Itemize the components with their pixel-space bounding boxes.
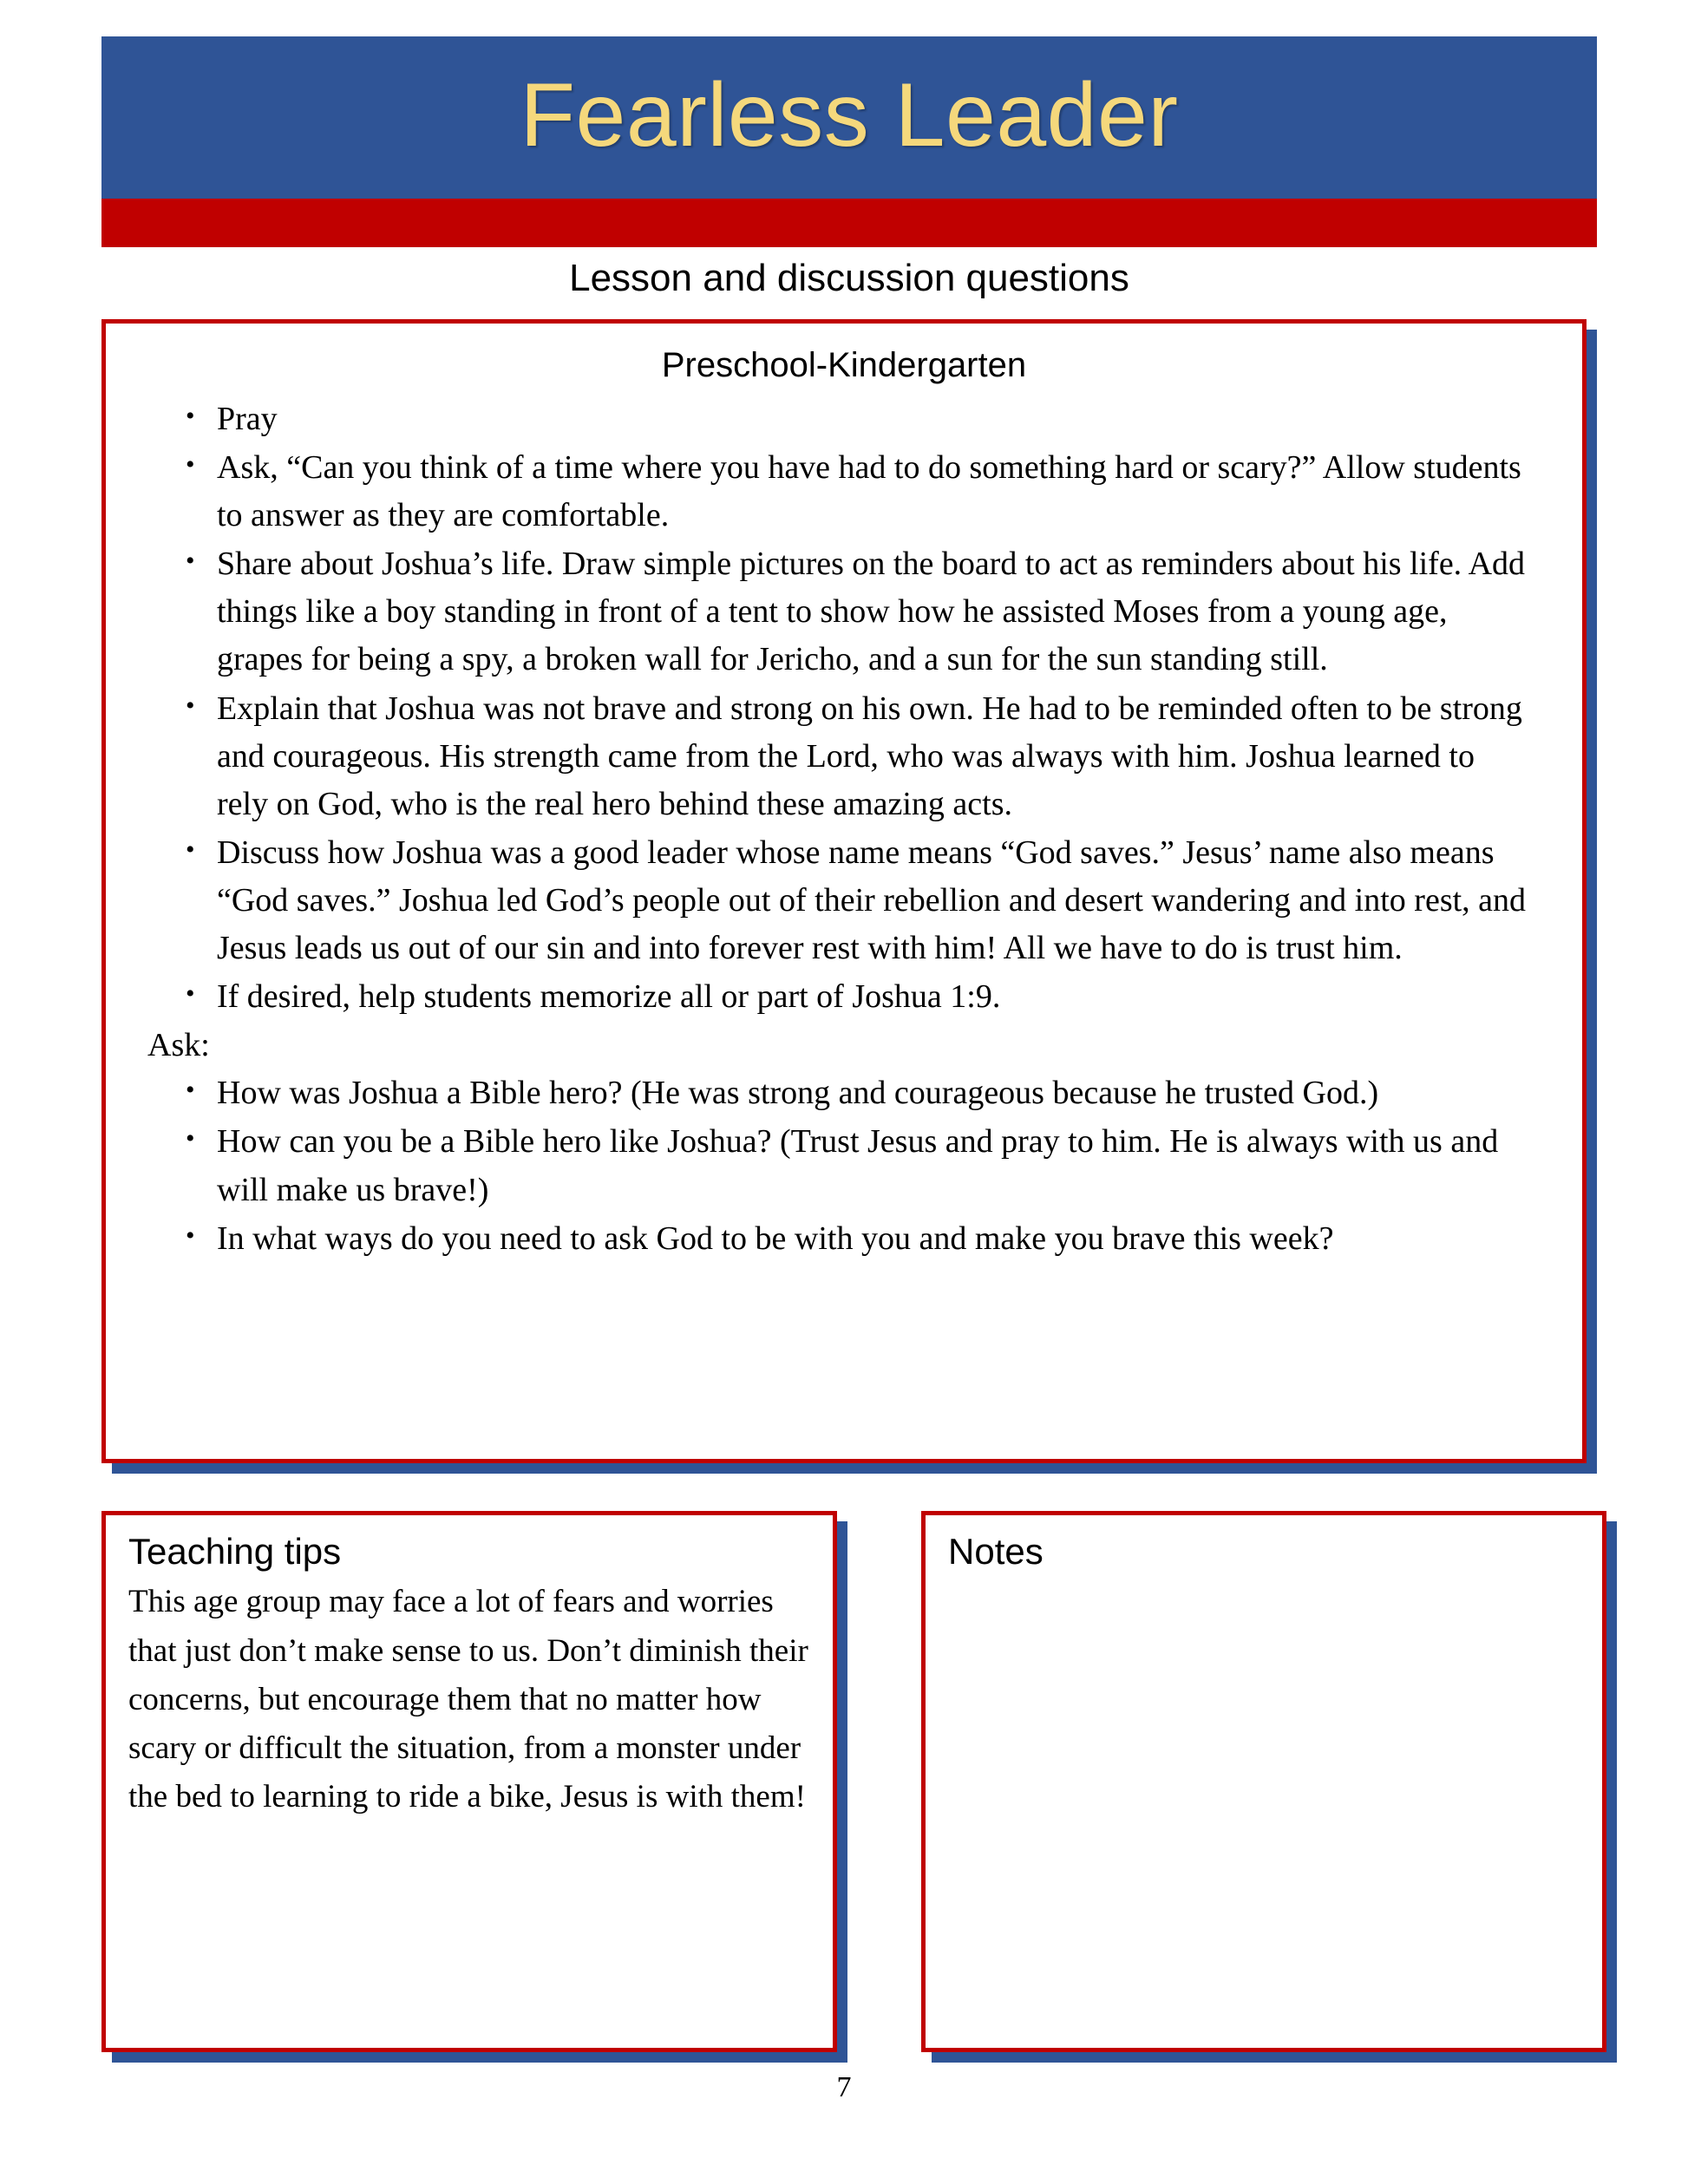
list-item: • Share about Joshua’s life. Draw simple pictures on the board to act as reminders about his life. Add things like a boy standing in front of a tent to show how he assisted Moses from a young age, grapes for being a spy, a broken wall for Jericho, and a sun for the sun standing still. bbox=[132, 540, 1553, 683]
notes-box bbox=[921, 1511, 1606, 2052]
notes-box-inner[interactable] bbox=[921, 1511, 1606, 2052]
list-item: • If desired, help students memorize all or part of Joshua 1:9. bbox=[132, 973, 1553, 1021]
lesson-bullet-list bbox=[132, 396, 1553, 1021]
teaching-tips-box-inner bbox=[101, 1511, 837, 2052]
header-banner bbox=[101, 36, 1597, 199]
teaching-tips-heading: Teaching tips bbox=[128, 1531, 342, 1572]
lesson-content-box bbox=[101, 319, 1587, 1463]
ask-section-label: Ask: bbox=[147, 1027, 210, 1064]
page-title: Fearless Leader bbox=[520, 64, 1179, 166]
list-item: • Pray bbox=[132, 396, 1553, 443]
lesson-box-inner bbox=[101, 319, 1587, 1463]
teaching-tips-body: This age group may face a lot of fears and worries that just don’t make sense to us. Don’t diminish their concerns, but encourage them that no matter how scary or difficult the situation, from a monster under the bed to learning to ride a bike, Jesus is with them! bbox=[128, 1584, 808, 1815]
list-item: • How can you be a Bible hero like Joshua? (Trust Jesus and pray to him. He is always with us and will make us brave!) bbox=[132, 1118, 1553, 1213]
list-item: • Ask, “Can you think of a time where you have had to do something hard or scary?” Allow students to answer as they are comfortable. bbox=[132, 444, 1553, 539]
list-item: • Discuss how Joshua was a good leader whose name means “God saves.” Jesus’ name also means “God saves.” Joshua led God’s people out of their rebellion and desert wandering and into rest, and Jesus leads us out of our sin and into forever rest with him! All we have to do is trust him. bbox=[132, 829, 1553, 972]
document-subtitle: Lesson and discussion questions bbox=[569, 257, 1129, 299]
header-red-divider bbox=[101, 199, 1597, 247]
teaching-tips-box bbox=[101, 1511, 837, 2052]
notes-heading: Notes bbox=[948, 1531, 1044, 1572]
page-number: 7 bbox=[836, 2071, 852, 2103]
list-item: • How was Joshua a Bible hero? (He was strong and courageous because he trusted God.) bbox=[132, 1069, 1553, 1117]
ask-bullet-list bbox=[132, 1069, 1553, 1262]
list-item: • Explain that Joshua was not brave and strong on his own. He had to be reminded often to be strong and courageous. His strength came from the Lord, who was always with him. Joshua learned to rely on God, who is the real hero behind these amazing acts. bbox=[132, 685, 1553, 828]
list-item: • In what ways do you need to ask God to be with you and make you brave this week? bbox=[132, 1215, 1553, 1263]
lesson-age-group-heading: Preschool-Kindergarten bbox=[661, 346, 1027, 384]
